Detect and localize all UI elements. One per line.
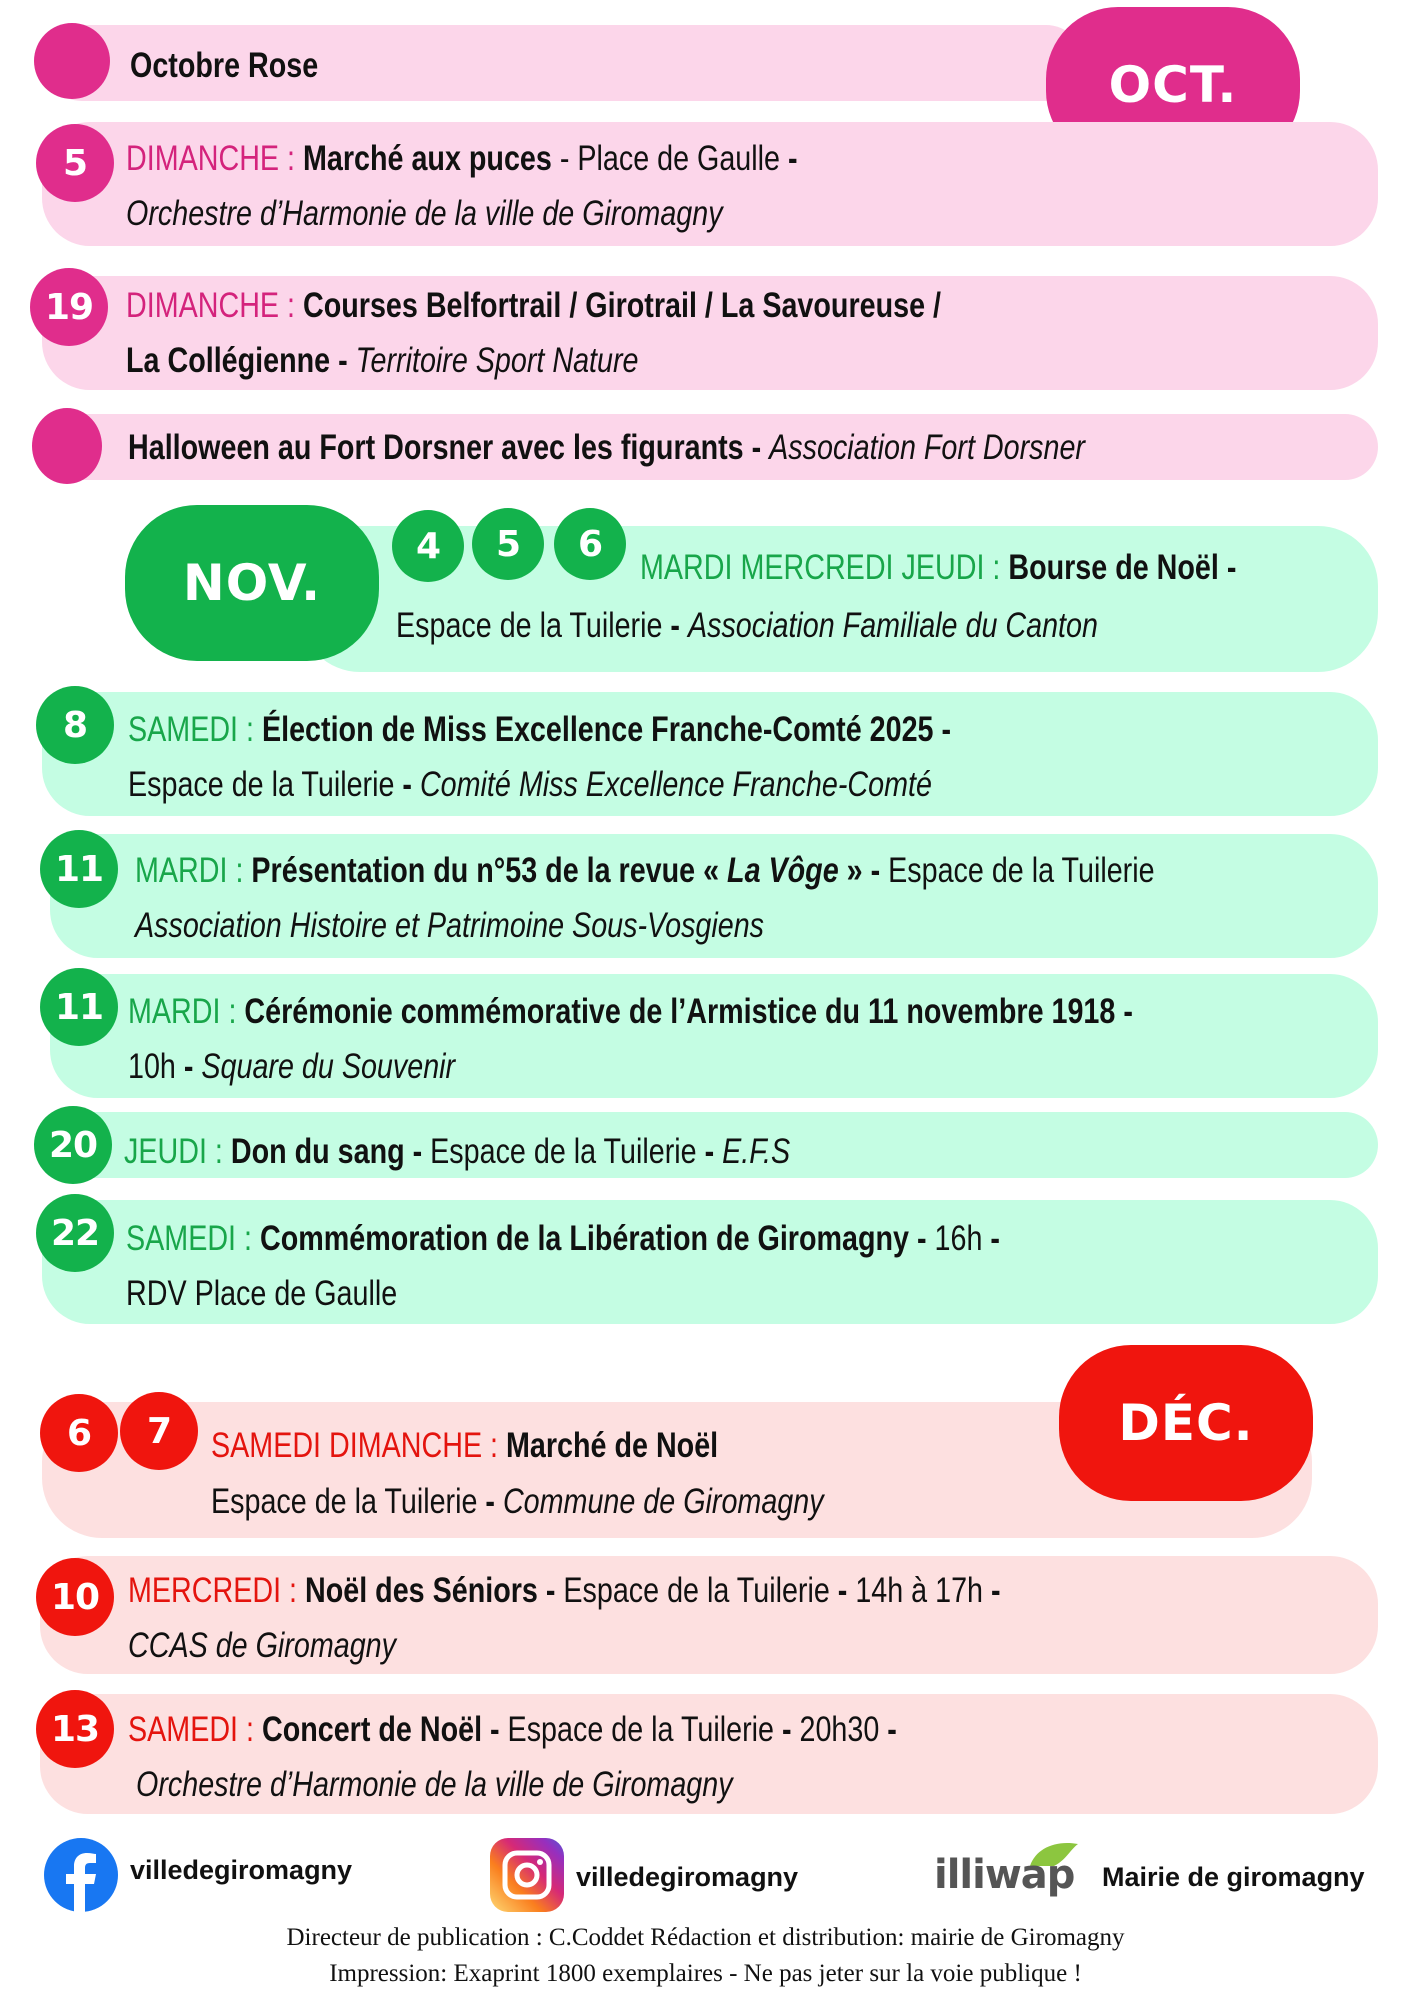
- date-badge-5: 5: [36, 124, 114, 202]
- event-oct-5-line1: DIMANCHE : Marché aux puces - Place de Gaulle -: [126, 139, 798, 178]
- october-badge: OCT.: [1046, 7, 1300, 163]
- november-badge: NOV.: [125, 505, 379, 661]
- event-nov-11-revue-line1: MARDI : Présentation du n°53 de la revue « La Vôge » - Espace de la Tuilerie: [135, 851, 1155, 890]
- facebook-handle[interactable]: villedegiromagny: [130, 1855, 353, 1885]
- december-badge: DÉC.: [1059, 1345, 1313, 1501]
- event-dec-6-7-line1: SAMEDI DIMANCHE : Marché de Noël: [211, 1426, 719, 1465]
- event-oct-19-line2: La Collégienne - Territoire Sport Nature: [126, 341, 639, 380]
- date-badge-11-b: 11: [40, 968, 118, 1046]
- illiwap-wordmark: illiwap: [934, 1852, 1075, 1898]
- date-badge-19: 19: [30, 268, 108, 346]
- credits-line-1: Directeur de publication : C.Coddet Rédaction et distribution: mairie de Giromagny: [286, 1924, 1125, 1951]
- facebook-icon[interactable]: [44, 1838, 118, 1912]
- event-nov-20-text: JEUDI : Don du sang - Espace de la Tuilerie - E.F.S: [124, 1132, 791, 1171]
- event-dec-10-line1: MERCREDI : Noël des Séniors - Espace de la Tuilerie - 14h à 17h -: [128, 1571, 1001, 1610]
- date-badge-22: 22: [36, 1194, 114, 1272]
- event-dec-13-organizer: Orchestre d’Harmonie de la ville de Giromagny: [136, 1765, 733, 1804]
- instagram-icon[interactable]: [490, 1838, 564, 1912]
- event-nov-11-armistice-line1: MARDI : Cérémonie commémorative de l’Armistice du 11 novembre 1918 -: [128, 992, 1133, 1031]
- date-badge-20: 20: [34, 1106, 112, 1184]
- event-nov-22-line1: SAMEDI : Commémoration de la Libération de Giromagny - 16h -: [126, 1219, 1000, 1258]
- october-intro-title: Octobre Rose: [130, 46, 319, 85]
- event-nov-11-armistice-line2: 10h - Square du Souvenir: [128, 1047, 456, 1086]
- event-dec-6-7-line2: Espace de la Tuilerie - Commune de Giromagny: [211, 1482, 824, 1521]
- date-badge-6-dec: 6: [40, 1394, 118, 1472]
- event-nov-11-revue-organizer: Association Histoire et Patrimoine Sous-Vosgiens: [135, 906, 765, 945]
- date-badge-6: 6: [554, 508, 626, 580]
- date-badge-11: 11: [40, 830, 118, 908]
- event-oct-5-organizer: Orchestre d’Harmonie de la ville de Giromagny: [126, 194, 723, 233]
- october-bullet-icon-2: [32, 408, 102, 484]
- illiwap-logo[interactable]: [934, 1838, 1090, 1902]
- date-badge-4: 4: [392, 510, 464, 582]
- event-nov-8-line2: Espace de la Tuilerie - Comité Miss Excellence Franche-Comté: [128, 765, 932, 804]
- event-oct-halloween-text: Halloween au Fort Dorsner avec les figurants - Association Fort Dorsner: [128, 428, 1085, 467]
- event-nov-22-line2: RDV Place de Gaulle: [126, 1274, 398, 1313]
- event-dec-10-organizer: CCAS de Giromagny: [128, 1626, 396, 1665]
- credits-line-2: Impression: Exaprint 1800 exemplaires - Ne pas jeter sur la voie publique !: [329, 1960, 1082, 1987]
- date-badge-7: 7: [120, 1392, 198, 1470]
- date-badge-5-nov: 5: [472, 508, 544, 580]
- event-oct-19-line1: DIMANCHE : Courses Belfortrail / Girotrail / La Savoureuse /: [126, 286, 941, 325]
- instagram-handle[interactable]: villedegiromagny: [576, 1862, 799, 1892]
- event-dec-13-line1: SAMEDI : Concert de Noël - Espace de la Tuilerie - 20h30 -: [128, 1710, 897, 1749]
- illiwap-label[interactable]: Mairie de giromagny: [1102, 1862, 1365, 1892]
- event-nov-4-6-line1: MARDI MERCREDI JEUDI : Bourse de Noël -: [640, 548, 1237, 587]
- date-badge-8: 8: [36, 686, 114, 764]
- october-bullet-icon: [34, 23, 110, 99]
- date-badge-13: 13: [36, 1690, 114, 1768]
- date-badge-10: 10: [36, 1558, 114, 1636]
- event-nov-8-line1: SAMEDI : Élection de Miss Excellence Franche-Comté 2025 -: [128, 710, 952, 749]
- event-nov-4-6-line2: Espace de la Tuilerie - Association Familiale du Canton: [396, 606, 1098, 645]
